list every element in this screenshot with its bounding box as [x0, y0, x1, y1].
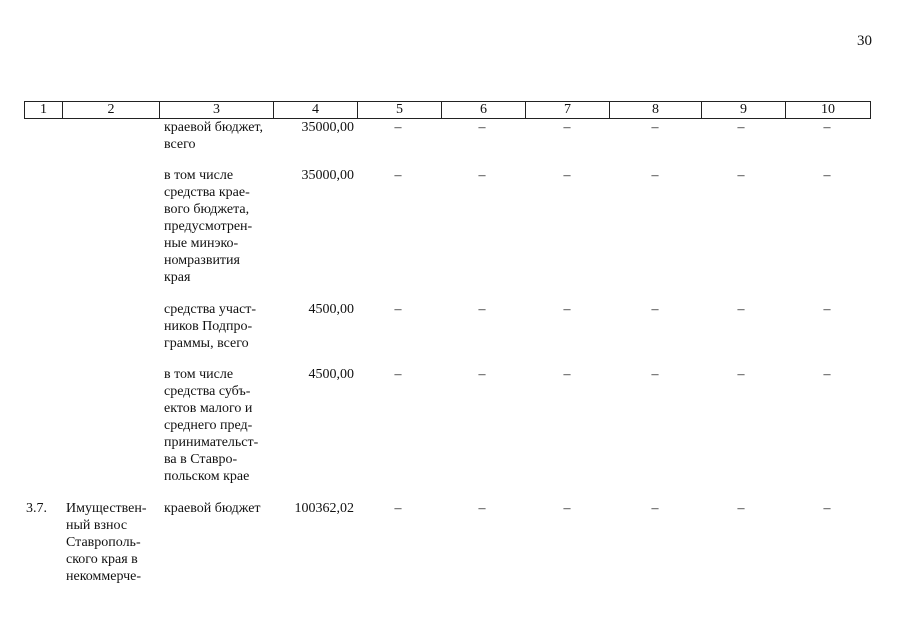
funding-source-line: в том числе — [164, 168, 234, 183]
funding-source-line: средства крае- — [164, 185, 250, 200]
header-col-4: 4 — [274, 102, 358, 119]
empty-cell-dash: – — [737, 501, 745, 516]
empty-cell-dash: – — [478, 367, 486, 382]
row-name-line: ный взнос — [66, 518, 128, 533]
empty-cell-dash: – — [563, 367, 571, 382]
empty-cell-dash: – — [737, 120, 745, 135]
empty-cell-dash: – — [823, 302, 831, 317]
empty-cell-dash: – — [478, 302, 486, 317]
funding-source — [164, 301, 272, 352]
header-col-8: 8 — [610, 102, 702, 119]
row-name — [66, 500, 160, 585]
empty-cell-dash: – — [823, 168, 831, 183]
empty-cell-dash: – — [563, 302, 571, 317]
funding-source-line: средства субъ- — [164, 384, 251, 399]
funding-source-line: всего — [164, 137, 196, 152]
amount-value: 4500,00 — [308, 367, 354, 382]
funding-source-line: ников Подпро- — [164, 319, 253, 334]
empty-cell-dash: – — [563, 501, 571, 516]
empty-cell-dash: – — [651, 120, 659, 135]
amount-value: 4500,00 — [308, 302, 354, 317]
amount-value: 35000,00 — [301, 120, 354, 135]
header-col-3: 3 — [160, 102, 274, 119]
header-col-7: 7 — [526, 102, 610, 119]
funding-source-line: граммы, всего — [164, 336, 249, 351]
header-col-5: 5 — [358, 102, 442, 119]
amount-value: 35000,00 — [301, 168, 354, 183]
empty-cell-dash: – — [823, 367, 831, 382]
header-col-2: 2 — [63, 102, 160, 119]
header-col-1: 1 — [25, 102, 63, 119]
amount-value: 100362,02 — [294, 501, 354, 516]
header-col-10: 10 — [786, 102, 871, 119]
empty-cell-dash: – — [823, 501, 831, 516]
funding-source-line: ва в Ставро- — [164, 452, 238, 467]
funding-source — [164, 119, 272, 153]
funding-source-line: в том числе — [164, 367, 234, 382]
empty-cell-dash: – — [651, 168, 659, 183]
funding-source-line: среднего пред- — [164, 418, 253, 433]
funding-source — [164, 366, 272, 485]
row-name-line: ского края в — [66, 552, 138, 567]
empty-cell-dash: – — [394, 302, 402, 317]
funding-source-line: ные минэко- — [164, 236, 239, 251]
row-name-line: Имуществен- — [66, 501, 147, 516]
funding-source-line: краевой бюджет, — [164, 120, 263, 135]
empty-cell-dash: – — [737, 168, 745, 183]
funding-source-line: польском крае — [164, 469, 250, 484]
empty-cell-dash: – — [563, 120, 571, 135]
empty-cell-dash: – — [478, 120, 486, 135]
row-number: 3.7. — [26, 501, 47, 516]
header-col-9: 9 — [702, 102, 786, 119]
empty-cell-dash: – — [651, 302, 659, 317]
funding-source — [164, 167, 272, 286]
funding-source-line: краевой бюджет — [164, 501, 261, 516]
empty-cell-dash: – — [737, 302, 745, 317]
empty-cell-dash: – — [394, 501, 402, 516]
empty-cell-dash: – — [394, 168, 402, 183]
row-name-line: некоммерче- — [66, 569, 142, 584]
empty-cell-dash: – — [823, 120, 831, 135]
funding-source-line: предусмотрен- — [164, 219, 253, 234]
header-col-6: 6 — [442, 102, 526, 119]
empty-cell-dash: – — [737, 367, 745, 382]
funding-source-line: вого бюджета, — [164, 202, 250, 217]
page-number: 30 — [857, 33, 872, 49]
empty-cell-dash: – — [651, 501, 659, 516]
empty-cell-dash: – — [478, 168, 486, 183]
funding-source-line: принимательст- — [164, 435, 259, 450]
row-name-line: Ставрополь- — [66, 535, 141, 550]
funding-source-line: средства участ- — [164, 302, 257, 317]
funding-source-line: края — [164, 270, 191, 285]
empty-cell-dash: – — [394, 367, 402, 382]
column-header-table — [24, 101, 871, 119]
funding-source-line: ектов малого и — [164, 401, 253, 416]
empty-cell-dash: – — [394, 120, 402, 135]
empty-cell-dash: – — [478, 501, 486, 516]
funding-source — [164, 500, 272, 517]
funding-source-line: номразвития — [164, 253, 240, 268]
empty-cell-dash: – — [651, 367, 659, 382]
empty-cell-dash: – — [563, 168, 571, 183]
